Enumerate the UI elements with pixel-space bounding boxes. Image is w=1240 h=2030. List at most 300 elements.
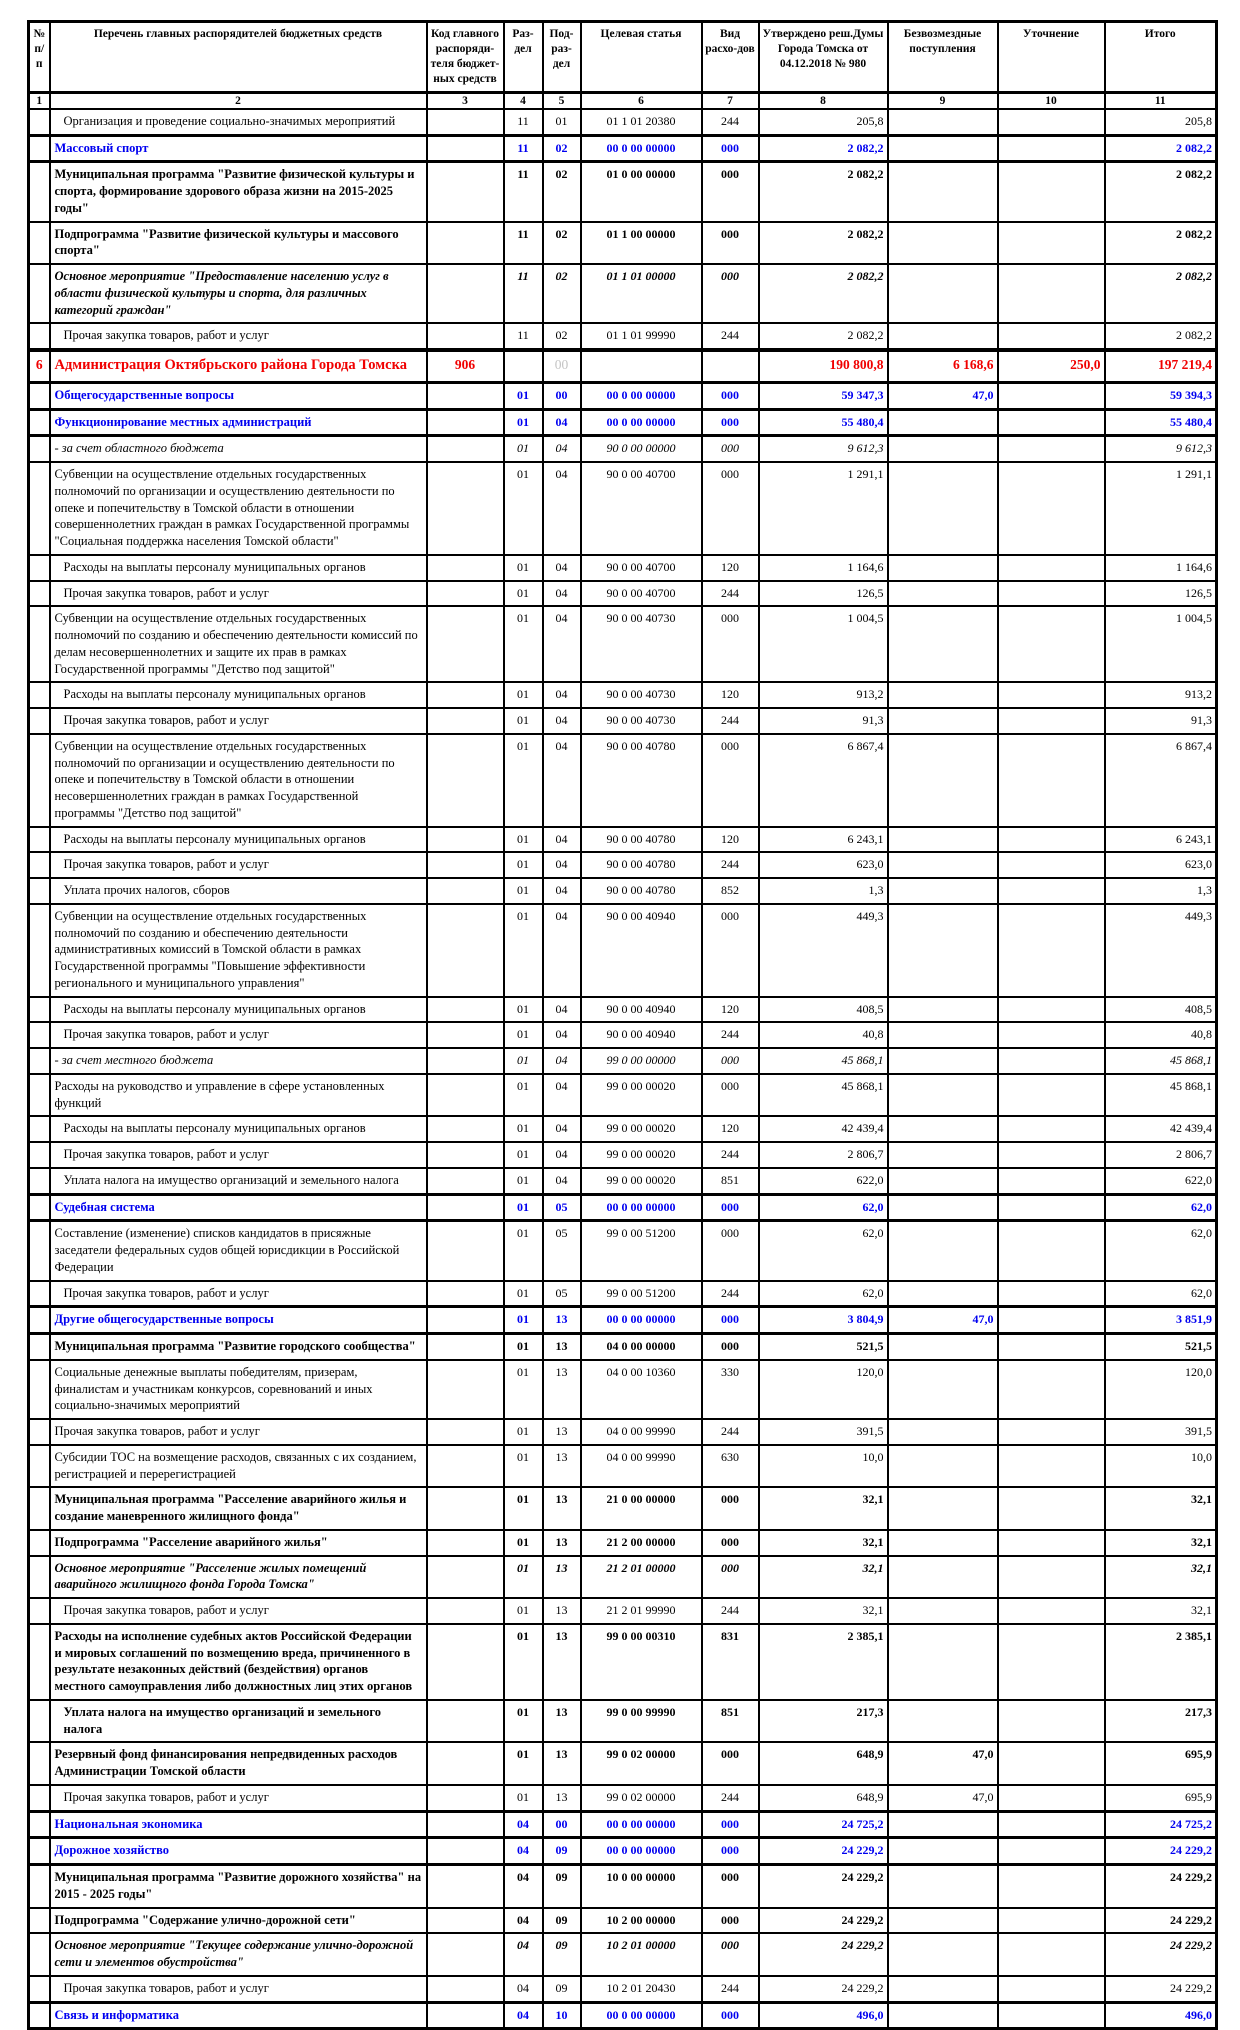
cell-total: 32,1 xyxy=(1105,1487,1217,1530)
cell-expense-type: 000 xyxy=(702,1865,759,1908)
cell-row-num xyxy=(29,878,50,904)
cell-approved: 3 804,9 xyxy=(759,1307,888,1334)
cell-approved: 45 868,1 xyxy=(759,1074,888,1117)
cell-approved: 205,8 xyxy=(759,109,888,135)
cell-grants xyxy=(888,1530,998,1556)
cell-approved: 91,3 xyxy=(759,708,888,734)
cell-grants xyxy=(888,1811,998,1838)
cell-target-article: 90 0 00 40700 xyxy=(581,581,702,607)
cell-razdel: 01 xyxy=(504,606,543,682)
cell-expense-type: 000 xyxy=(702,606,759,682)
cell-row-num xyxy=(29,852,50,878)
cell-grbs-code xyxy=(427,1074,504,1117)
cell-total: 622,0 xyxy=(1105,1168,1217,1194)
cell-grbs-code xyxy=(427,135,504,162)
cell-row-num xyxy=(29,409,50,436)
cell-adjustment xyxy=(998,1048,1105,1074)
cell-target-article: 90 0 00 40730 xyxy=(581,682,702,708)
cell-adjustment xyxy=(998,1221,1105,1281)
cell-expense-type: 000 xyxy=(702,135,759,162)
cell-name: Расходы на выплаты персоналу муниципальных органов xyxy=(50,555,427,581)
cell-razdel: 01 xyxy=(504,1074,543,1117)
cell-podrazdel: 04 xyxy=(543,1048,581,1074)
cell-razdel: 01 xyxy=(504,1142,543,1168)
cell-expense-type: 244 xyxy=(702,109,759,135)
cell-row-num xyxy=(29,581,50,607)
cell-approved: 32,1 xyxy=(759,1556,888,1599)
cell-name: Администрация Октябрьского района Города Томска xyxy=(50,350,427,382)
cell-name: Прочая закупка товаров, работ и услуг xyxy=(50,1281,427,1307)
cell-target-article: 00 0 00 00000 xyxy=(581,1838,702,1865)
cell-grbs-code xyxy=(427,1785,504,1811)
cell-total: 1 291,1 xyxy=(1105,462,1217,555)
cell-approved: 2 082,2 xyxy=(759,135,888,162)
cell-expense-type: 000 xyxy=(702,1908,759,1934)
cell-approved: 2 082,2 xyxy=(759,222,888,265)
cell-name: Прочая закупка товаров, работ и услуг xyxy=(50,1142,427,1168)
cell-podrazdel: 09 xyxy=(543,1865,581,1908)
cell-target-article: 99 0 00 00020 xyxy=(581,1168,702,1194)
table-row xyxy=(29,1168,1217,1194)
cell-grants xyxy=(888,734,998,827)
cell-podrazdel: 04 xyxy=(543,852,581,878)
cell-grants xyxy=(888,1194,998,1221)
cell-name: Основное мероприятие "Текущее содержание улично-дорожной сети и элементов обустройства" xyxy=(50,1933,427,1976)
cell-grants xyxy=(888,1048,998,1074)
cell-target-article: 10 2 01 00000 xyxy=(581,1933,702,1976)
cell-approved: 648,9 xyxy=(759,1785,888,1811)
cell-total: 408,5 xyxy=(1105,997,1217,1023)
cell-razdel: 04 xyxy=(504,1811,543,1838)
cell-expense-type: 244 xyxy=(702,1142,759,1168)
cell-approved: 9 612,3 xyxy=(759,436,888,462)
cell-row-num xyxy=(29,1865,50,1908)
cell-podrazdel xyxy=(543,350,581,382)
cell-adjustment: 250,0 xyxy=(998,350,1105,382)
cell-row-num xyxy=(29,222,50,265)
cell-approved: 59 347,3 xyxy=(759,382,888,409)
column-number-row xyxy=(29,92,1217,109)
cell-row-num xyxy=(29,1360,50,1419)
cell-grbs-code xyxy=(427,1221,504,1281)
cell-razdel: 01 xyxy=(504,1048,543,1074)
cell-name: Связь и информатика xyxy=(50,2002,427,2029)
cell-total: 2 385,1 xyxy=(1105,1624,1217,1700)
cell-grants: 47,0 xyxy=(888,1742,998,1785)
cell-row-num xyxy=(29,462,50,555)
cell-approved: 2 385,1 xyxy=(759,1624,888,1700)
cell-approved: 2 806,7 xyxy=(759,1142,888,1168)
cell-grants xyxy=(888,1624,998,1700)
cell-name: Прочая закупка товаров, работ и услуг xyxy=(50,581,427,607)
table-row xyxy=(29,997,1217,1023)
cell-razdel: 01 xyxy=(504,581,543,607)
cell-row-num xyxy=(29,1142,50,1168)
cell-name: Другие общегосударственные вопросы xyxy=(50,1307,427,1334)
cell-grants xyxy=(888,1360,998,1419)
cell-row-num xyxy=(29,382,50,409)
cell-podrazdel: 02 xyxy=(543,222,581,265)
cell-row-num xyxy=(29,1933,50,1976)
cell-total: 45 868,1 xyxy=(1105,1074,1217,1117)
cell-total: 24 725,2 xyxy=(1105,1811,1217,1838)
cell-approved: 126,5 xyxy=(759,581,888,607)
cell-adjustment xyxy=(998,222,1105,265)
cell-expense-type xyxy=(702,350,759,382)
cell-target-article: 04 0 00 99990 xyxy=(581,1445,702,1488)
cell-row-num xyxy=(29,1598,50,1624)
cell-row-num xyxy=(29,1785,50,1811)
cell-grants xyxy=(888,1700,998,1743)
cell-total: 42 439,4 xyxy=(1105,1116,1217,1142)
cell-approved: 24 229,2 xyxy=(759,1933,888,1976)
cell-total: 3 851,9 xyxy=(1105,1307,1217,1334)
col-number: 5 xyxy=(543,92,581,109)
cell-name: Основное мероприятие "Предоставление населению услуг в области физической культуры и спорта, для различных категорий граждан" xyxy=(50,264,427,323)
cell-adjustment xyxy=(998,1074,1105,1117)
table-row xyxy=(29,1598,1217,1624)
cell-podrazdel: 04 xyxy=(543,997,581,1023)
cell-target-article: 90 0 00 40700 xyxy=(581,555,702,581)
cell-razdel: 01 xyxy=(504,382,543,409)
cell-grants: 47,0 xyxy=(888,1307,998,1334)
cell-expense-type: 000 xyxy=(702,1811,759,1838)
cell-razdel: 11 xyxy=(504,135,543,162)
cell-total: 120,0 xyxy=(1105,1360,1217,1419)
cell-expense-type: 000 xyxy=(702,382,759,409)
cell-razdel: 01 xyxy=(504,1530,543,1556)
table-row xyxy=(29,606,1217,682)
cell-grants xyxy=(888,409,998,436)
cell-grbs-code xyxy=(427,1624,504,1700)
cell-podrazdel: 10 xyxy=(543,2002,581,2029)
cell-podrazdel: 09 xyxy=(543,1976,581,2002)
cell-expense-type: 000 xyxy=(702,222,759,265)
cell-grants xyxy=(888,708,998,734)
cell-adjustment xyxy=(998,555,1105,581)
cell-expense-type: 244 xyxy=(702,323,759,350)
cell-row-num xyxy=(29,1811,50,1838)
cell-name: Расходы на исполнение судебных актов Российской Федерации и мировых соглашений по возмещению вреда, причиненного в результате незаконных действий (бездействия) органов местного самоуправления либо должностных лиц этих органов xyxy=(50,1624,427,1700)
cell-podrazdel: 05 xyxy=(543,1221,581,1281)
cell-grbs-code xyxy=(427,1281,504,1307)
cell-target-article: 00 0 00 00000 xyxy=(581,1307,702,1334)
cell-approved: 391,5 xyxy=(759,1419,888,1445)
cell-name: Составление (изменение) списков кандидатов в присяжные заседатели федеральных судов общей юрисдикции в Российской Федерации xyxy=(50,1221,427,1281)
cell-total: 24 229,2 xyxy=(1105,1933,1217,1976)
cell-grants xyxy=(888,1116,998,1142)
cell-expense-type: 244 xyxy=(702,581,759,607)
cell-expense-type: 852 xyxy=(702,878,759,904)
cell-approved: 622,0 xyxy=(759,1168,888,1194)
table-row xyxy=(29,1074,1217,1117)
cell-name: Прочая закупка товаров, работ и услуг xyxy=(50,323,427,350)
cell-grants xyxy=(888,109,998,135)
cell-total: 32,1 xyxy=(1105,1598,1217,1624)
cell-grants xyxy=(888,1865,998,1908)
cell-adjustment xyxy=(998,1445,1105,1488)
cell-name: Субвенции на осуществление отдельных государственных полномочий по организации и осуществлению деятельности по опеке и попечительству в Томской области в отношении совершеннолетних граждан в рамках Государственной программы "Социальная поддержка населения Томской области" xyxy=(50,462,427,555)
cell-expense-type: 330 xyxy=(702,1360,759,1419)
cell-grbs-code xyxy=(427,1908,504,1934)
cell-row-num xyxy=(29,2002,50,2029)
table-row xyxy=(29,1142,1217,1168)
cell-razdel: 01 xyxy=(504,827,543,853)
cell-target-article: 00 0 00 00000 xyxy=(581,409,702,436)
cell-podrazdel: 13 xyxy=(543,1624,581,1700)
cell-grbs-code xyxy=(427,2002,504,2029)
cell-expense-type: 120 xyxy=(702,555,759,581)
cell-razdel: 01 xyxy=(504,1700,543,1743)
cell-expense-type: 120 xyxy=(702,997,759,1023)
cell-approved: 913,2 xyxy=(759,682,888,708)
cell-razdel: 01 xyxy=(504,734,543,827)
cell-name: Функционирование местных администраций xyxy=(50,409,427,436)
cell-grants xyxy=(888,904,998,997)
cell-razdel: 01 xyxy=(504,852,543,878)
cell-expense-type: 120 xyxy=(702,1116,759,1142)
table-row xyxy=(29,1865,1217,1908)
cell-adjustment xyxy=(998,1281,1105,1307)
cell-name: Прочая закупка товаров, работ и услуг xyxy=(50,1022,427,1048)
table-row xyxy=(29,135,1217,162)
cell-razdel: 01 xyxy=(504,1556,543,1599)
cell-adjustment xyxy=(998,264,1105,323)
col-number: 10 xyxy=(998,92,1105,109)
cell-razdel: 01 xyxy=(504,1785,543,1811)
cell-adjustment xyxy=(998,1168,1105,1194)
cell-razdel: 01 xyxy=(504,997,543,1023)
cell-podrazdel: 04 xyxy=(543,682,581,708)
cell-grbs-code xyxy=(427,555,504,581)
cell-target-article: 90 0 00 40700 xyxy=(581,462,702,555)
cell-approved: 45 868,1 xyxy=(759,1048,888,1074)
cell-expense-type: 000 xyxy=(702,1074,759,1117)
cell-grbs-code xyxy=(427,1142,504,1168)
cell-expense-type: 000 xyxy=(702,1556,759,1599)
cell-name: Субвенции на осуществление отдельных государственных полномочий по организации и осуществлению деятельности по опеке и попечительству в Томской области в отношении несовершеннолетних граждан в рамках Государственной программы "Детство под защитой" xyxy=(50,734,427,827)
cell-name: Дорожное хозяйство xyxy=(50,1838,427,1865)
cell-adjustment xyxy=(998,109,1105,135)
cell-grbs-code xyxy=(427,734,504,827)
cell-adjustment xyxy=(998,382,1105,409)
cell-podrazdel: 13 xyxy=(543,1700,581,1743)
cell-grbs-code xyxy=(427,1530,504,1556)
cell-grbs-code xyxy=(427,606,504,682)
cell-adjustment xyxy=(998,606,1105,682)
cell-adjustment xyxy=(998,1976,1105,2002)
cell-total: 2 082,2 xyxy=(1105,162,1217,222)
table-row xyxy=(29,1334,1217,1360)
cell-approved: 623,0 xyxy=(759,852,888,878)
cell-grbs-code xyxy=(427,382,504,409)
table-row xyxy=(29,827,1217,853)
cell-total: 24 229,2 xyxy=(1105,1908,1217,1934)
cell-target-article: 90 0 00 40780 xyxy=(581,878,702,904)
cell-total: 9 612,3 xyxy=(1105,436,1217,462)
cell-podrazdel: 04 xyxy=(543,555,581,581)
cell-podrazdel: 04 xyxy=(543,581,581,607)
cell-row-num xyxy=(29,162,50,222)
table-row xyxy=(29,1933,1217,1976)
cell-approved: 62,0 xyxy=(759,1281,888,1307)
cell-podrazdel: 04 xyxy=(543,1142,581,1168)
cell-adjustment xyxy=(998,1598,1105,1624)
cell-razdel: 01 xyxy=(504,1334,543,1360)
cell-podrazdel: 09 xyxy=(543,1908,581,1934)
cell-grants xyxy=(888,1598,998,1624)
cell-podrazdel: 04 xyxy=(543,827,581,853)
cell-approved: 521,5 xyxy=(759,1334,888,1360)
table-row xyxy=(29,555,1217,581)
cell-target-article: 04 0 00 10360 xyxy=(581,1360,702,1419)
cell-total: 10,0 xyxy=(1105,1445,1217,1488)
cell-grbs-code xyxy=(427,1700,504,1743)
cell-podrazdel: 00 xyxy=(543,382,581,409)
cell-approved: 2 082,2 xyxy=(759,323,888,350)
cell-name: Национальная экономика xyxy=(50,1811,427,1838)
ghost-podrazdel-value: 00 xyxy=(554,357,569,372)
cell-adjustment xyxy=(998,852,1105,878)
cell-grants xyxy=(888,462,998,555)
cell-total: 62,0 xyxy=(1105,1194,1217,1221)
cell-podrazdel: 02 xyxy=(543,264,581,323)
cell-name: Уплата прочих налогов, сборов xyxy=(50,878,427,904)
cell-approved: 1 164,6 xyxy=(759,555,888,581)
col-header-grants: Безвозмездные поступления xyxy=(888,22,998,93)
cell-row-num xyxy=(29,997,50,1023)
table-row xyxy=(29,1838,1217,1865)
cell-total: 32,1 xyxy=(1105,1556,1217,1599)
cell-target-article: 10 2 01 20430 xyxy=(581,1976,702,2002)
cell-razdel: 01 xyxy=(504,436,543,462)
cell-podrazdel: 09 xyxy=(543,1838,581,1865)
cell-row-num xyxy=(29,1445,50,1488)
cell-total: 2 082,2 xyxy=(1105,135,1217,162)
cell-grbs-code xyxy=(427,1556,504,1599)
cell-razdel: 04 xyxy=(504,1865,543,1908)
cell-total: 62,0 xyxy=(1105,1221,1217,1281)
cell-grbs-code xyxy=(427,997,504,1023)
cell-target-article: 90 0 00 40730 xyxy=(581,708,702,734)
cell-approved: 24 229,2 xyxy=(759,1865,888,1908)
cell-grbs-code xyxy=(427,581,504,607)
col-number: 4 xyxy=(504,92,543,109)
cell-podrazdel: 13 xyxy=(543,1785,581,1811)
cell-total: 6 867,4 xyxy=(1105,734,1217,827)
cell-expense-type: 851 xyxy=(702,1700,759,1743)
cell-grants xyxy=(888,1419,998,1445)
cell-target-article: 04 0 00 99990 xyxy=(581,1419,702,1445)
cell-name: Судебная система xyxy=(50,1194,427,1221)
table-row xyxy=(29,1221,1217,1281)
cell-adjustment xyxy=(998,1933,1105,1976)
table-row xyxy=(29,1908,1217,1934)
cell-podrazdel: 04 xyxy=(543,606,581,682)
cell-podrazdel: 02 xyxy=(543,135,581,162)
cell-approved: 6 243,1 xyxy=(759,827,888,853)
cell-name: Расходы на выплаты персоналу муниципальных органов xyxy=(50,1116,427,1142)
cell-grbs-code xyxy=(427,1194,504,1221)
cell-grbs-code xyxy=(427,1048,504,1074)
cell-total: 24 229,2 xyxy=(1105,1865,1217,1908)
table-row xyxy=(29,1530,1217,1556)
cell-expense-type: 000 xyxy=(702,904,759,997)
cell-name: Муниципальная программа "Расселение аварийного жилья и создание маневренного жилищного фонда" xyxy=(50,1487,427,1530)
cell-grbs-code xyxy=(427,162,504,222)
cell-expense-type: 000 xyxy=(702,409,759,436)
table-row xyxy=(29,1194,1217,1221)
cell-target-article: 01 1 01 00000 xyxy=(581,264,702,323)
cell-razdel: 01 xyxy=(504,682,543,708)
cell-name: Организация и проведение социально-значимых мероприятий xyxy=(50,109,427,135)
cell-adjustment xyxy=(998,323,1105,350)
cell-podrazdel: 13 xyxy=(543,1445,581,1488)
cell-adjustment xyxy=(998,436,1105,462)
table-body xyxy=(29,109,1217,2029)
cell-grbs-code xyxy=(427,1933,504,1976)
cell-name: Прочая закупка товаров, работ и услуг xyxy=(50,852,427,878)
cell-name: Основное мероприятие "Расселение жилых помещений аварийного жилищного фонда Города Томска" xyxy=(50,1556,427,1599)
cell-row-num xyxy=(29,1556,50,1599)
cell-razdel: 01 xyxy=(504,1742,543,1785)
table-row xyxy=(29,682,1217,708)
cell-adjustment xyxy=(998,409,1105,436)
cell-grbs-code xyxy=(427,1168,504,1194)
budget-table xyxy=(27,20,1218,2030)
cell-razdel: 01 xyxy=(504,1168,543,1194)
cell-total: 695,9 xyxy=(1105,1742,1217,1785)
cell-podrazdel: 04 xyxy=(543,436,581,462)
table-header xyxy=(29,22,1217,109)
cell-grbs-code xyxy=(427,852,504,878)
cell-expense-type: 000 xyxy=(702,1838,759,1865)
cell-total: 6 243,1 xyxy=(1105,827,1217,853)
table-row xyxy=(29,1307,1217,1334)
cell-podrazdel: 13 xyxy=(543,1360,581,1419)
cell-target-article: 99 0 00 51200 xyxy=(581,1221,702,1281)
cell-grbs-code xyxy=(427,1419,504,1445)
cell-target-article: 99 0 00 00020 xyxy=(581,1116,702,1142)
table-row xyxy=(29,1419,1217,1445)
table-row xyxy=(29,1624,1217,1700)
table-row xyxy=(29,436,1217,462)
cell-name: Общегосударственные вопросы xyxy=(50,382,427,409)
cell-approved: 408,5 xyxy=(759,997,888,1023)
cell-approved: 6 867,4 xyxy=(759,734,888,827)
cell-grants xyxy=(888,555,998,581)
cell-row-num: 6 xyxy=(29,350,50,382)
cell-target-article: 99 0 02 00000 xyxy=(581,1742,702,1785)
cell-grants xyxy=(888,323,998,350)
cell-approved: 2 082,2 xyxy=(759,162,888,222)
cell-expense-type: 000 xyxy=(702,436,759,462)
cell-podrazdel: 02 xyxy=(543,323,581,350)
cell-grbs-code xyxy=(427,904,504,997)
cell-razdel: 04 xyxy=(504,1976,543,2002)
cell-podrazdel: 13 xyxy=(543,1530,581,1556)
cell-approved: 24 725,2 xyxy=(759,1811,888,1838)
cell-target-article: 00 0 00 00000 xyxy=(581,1811,702,1838)
cell-total: 91,3 xyxy=(1105,708,1217,734)
cell-approved: 24 229,2 xyxy=(759,1838,888,1865)
table-row xyxy=(29,1116,1217,1142)
cell-razdel: 01 xyxy=(504,462,543,555)
cell-total: 521,5 xyxy=(1105,1334,1217,1360)
cell-podrazdel: 13 xyxy=(543,1556,581,1599)
cell-podrazdel: 09 xyxy=(543,1933,581,1976)
col-header-code: Код главного распоряди-теля бюджет-ных средств xyxy=(427,22,504,93)
